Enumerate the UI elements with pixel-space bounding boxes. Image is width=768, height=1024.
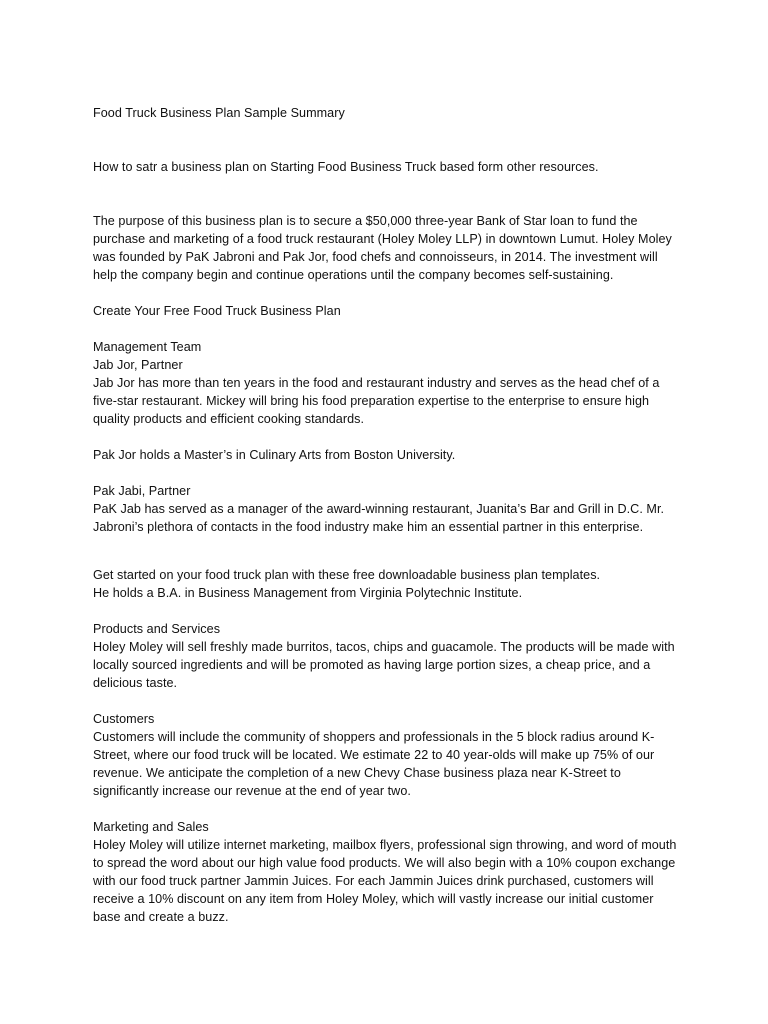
document-body bbox=[93, 104, 683, 926]
intro-paragraph: How to satr a business plan on Starting Food Business Truck based form other resources. bbox=[93, 160, 599, 174]
marketing-heading: Marketing and Sales bbox=[93, 820, 209, 834]
customers-body: Customers will include the community of shoppers and professionals in the 5 block radius around K-Street, where our food truck will be located. We estimate 22 to 40 year-olds will make up 75% of our revenue. We anticipate the completion of a new Chevy Chase business plaza near K-Street to significantly increase our revenue at the end of year two. bbox=[93, 730, 655, 798]
products-heading: Products and Services bbox=[93, 622, 221, 636]
products-body: Holey Moley will sell freshly made burritos, tacos, chips and guacamole. The products will be made with locally sourced ingredients and will be promoted as having large portion sizes, a cheap price, and a delicious taste. bbox=[93, 640, 675, 690]
partner2-name: Pak Jabi, Partner bbox=[93, 484, 191, 498]
purpose-paragraph: The purpose of this business plan is to secure a $50,000 three-year Bank of Star loan to fund the purchase and marketing of a food truck restaurant (Holey Moley LLP) in downtown Lumut. Holey Moley was founded by PaK Jabroni and Pak Jor, food chefs and connoisseurs, in 2014. The investment will help the company begin and continue operations until the company becomes self-sustaining. bbox=[93, 214, 672, 282]
marketing-body: Holey Moley will utilize internet marketing, mailbox flyers, professional sign throwing, and word of mouth to spread the word about our high value food products. We will also begin with a 10% coupon exchange with our food truck partner Jammin Juices. For each Jammin Juices drink purchased, customers will receive a 10% discount on any item from Holey Moley, which will vastly increase our initial customer base and create a buzz. bbox=[93, 838, 677, 924]
partner2-education: He holds a B.A. in Business Management from Virginia Polytechnic Institute. bbox=[93, 586, 523, 600]
partner1-bio: Jab Jor has more than ten years in the food and restaurant industry and serves as the head chef of a five-star restaurant. Mickey will bring his food preparation expertise to the enterprise to ensure high quality products and efficient cooking standards. bbox=[93, 376, 660, 426]
partner1-education: Pak Jor holds a Master’s in Culinary Arts from Boston University. bbox=[93, 448, 456, 462]
partner1-name: Jab Jor, Partner bbox=[93, 358, 183, 372]
customers-heading: Customers bbox=[93, 712, 155, 726]
document-title: Food Truck Business Plan Sample Summary bbox=[93, 106, 345, 120]
create-plan-heading: Create Your Free Food Truck Business Plan bbox=[93, 304, 341, 318]
partner2-bio: PaK Jab has served as a manager of the award-winning restaurant, Juanita’s Bar and Grill in D.C. Mr. Jabroni’s plethora of contacts in the food industry make him an essential partner in this enterprise. bbox=[93, 502, 665, 534]
get-started-paragraph: Get started on your food truck plan with these free downloadable business plan templates. bbox=[93, 568, 601, 582]
management-heading: Management Team bbox=[93, 340, 202, 354]
